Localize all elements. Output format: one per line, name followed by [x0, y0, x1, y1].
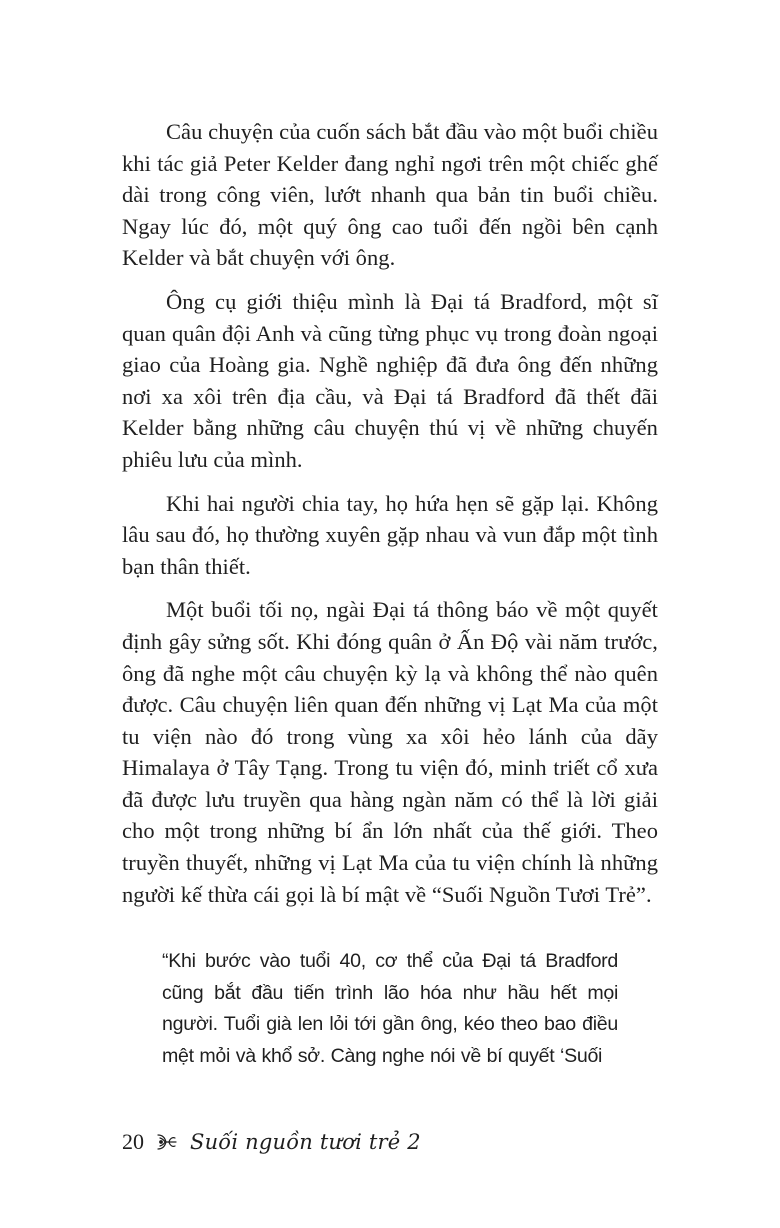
page-number: 20	[122, 1129, 144, 1154]
body-text	[122, 116, 658, 922]
paragraph-1: Câu chuyện của cuốn sách bắt đầu vào một buổi chiều khi tác giả Peter Kelder đang nghỉ ngơi trên một chiếc ghế dài trong công viên, lướt nhanh qua bản tin buổi chiều. Ngay lúc đó, một quý ông cao tuổi đến ngồi bên cạnh Kelder và bắt chuyện với ông.	[122, 119, 658, 271]
running-title: Suối nguồn tươi trẻ 2	[190, 1130, 421, 1154]
block-quote	[162, 946, 618, 1072]
quote-text: “Khi bước vào tuổi 40, cơ thể của Đại tá Bradford cũng bắt đầu tiến trình lão hóa như hầu hết mọi người. Tuổi già len lỏi tới gần ông, kéo theo bao điều mệt mỏi và khổ sở. Càng nghe nói về bí quyết ‘Suối	[162, 950, 618, 1067]
paragraph-2: Ông cụ giới thiệu mình là Đại tá Bradford, một sĩ quan quân đội Anh và cũng từng phục vụ trong đoàn ngoại giao của Hoàng gia. Nghề nghiệp đã đưa ông đến những nơi xa xôi trên địa cầu, và Đại tá Bradford đã thết đãi Kelder bằng những câu chuyện thú vị về những chuyến phiêu lưu của mình.	[122, 288, 658, 472]
paragraph-3: Khi hai người chia tay, họ hứa hẹn sẽ gặp lại. Không lâu sau đó, họ thường xuyên gặp nhau và vun đắp một tình bạn thân thiết.	[122, 490, 658, 579]
paragraph-4: Một buổi tối nọ, ngài Đại tá thông báo về một quyết định gây sửng sốt. Khi đóng quân ở Ấn Độ vài năm trước, ông đã nghe một câu chuyện kỳ lạ và không thể nào quên được. Câu chuyện liên quan đến những vị Lạt Ma của một tu viện nào đó trong vùng xa xôi hẻo lánh của dãy Himalaya ở Tây Tạng. Trong tu viện đó, minh triết cổ xưa đã được lưu truyền qua hàng ngàn năm có thể là lời giải cho một trong những bí ẩn lớn nhất của thế giới. Theo truyền thuyết, những vị Lạt Ma của tu viện chính là những người kế thừa cái gọi là bí mật về “Suối Nguồn Tươi Trẻ”.	[122, 597, 658, 907]
fleuron-icon	[154, 1129, 180, 1155]
page-footer	[122, 1122, 421, 1162]
